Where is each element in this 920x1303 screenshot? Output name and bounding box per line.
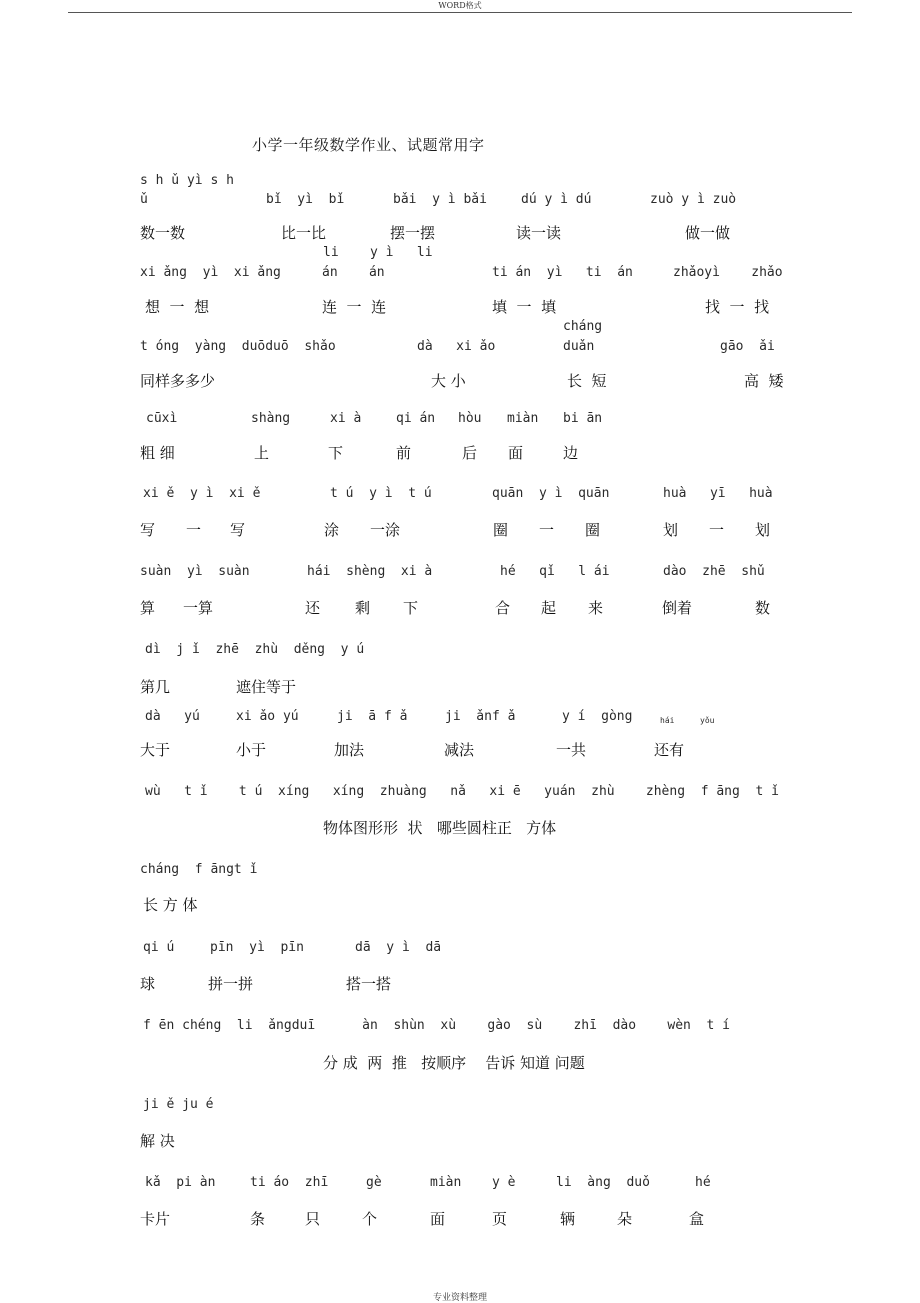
word-hua-1: 划: [663, 521, 679, 539]
word-quan-yi: 一: [539, 521, 555, 539]
pinyin-du-yi-du: dú y ì dú: [521, 192, 592, 207]
pinyin-ka-pian: kǎ pi àn: [145, 1175, 216, 1190]
word-du-yi-du: 读一读: [516, 224, 562, 242]
page-footer-label: 专业资料整理: [432, 1293, 487, 1303]
pinyin-di-ji-zhe-zhu-deng-yu: dì j ǐ zhē zhù děng y ú: [145, 642, 365, 657]
word-liang: 辆: [560, 1210, 576, 1228]
word-jie-jue: 解 决: [140, 1132, 175, 1150]
pinyin-da-yi-da: dā y ì dā: [355, 940, 442, 955]
pinyin-tu-yi-tu: t ú y ì t ú: [330, 486, 432, 501]
pinyin-bi-yi-bi: bǐ yì bǐ: [266, 192, 345, 207]
pinyin-tong-yang-duo-duo-shao: t óng yàng duōduō shǎo: [140, 339, 336, 354]
word-tiao: 条: [250, 1210, 266, 1228]
word-ge: 个: [362, 1210, 378, 1228]
pinyin-fen-cheng-line: f ēn chéng li ǎngduī àn shùn xù gào sù zhī dào wèn t í: [143, 1018, 730, 1033]
word-pin-yi-pin: 拼一拼: [208, 975, 254, 993]
word-hua-yi: 一: [709, 521, 725, 539]
pinyin-bai-yi-bai: bǎi y ì bǎi: [393, 192, 487, 207]
pinyin-pin-yi-pin: pīn yì pīn: [210, 940, 304, 955]
pinyin-shu-yi-shu-a: s h ǔ yì s h: [140, 173, 234, 188]
word-xie-yi: 一: [186, 521, 202, 539]
pinyin-hai-sheng-xia: hái shèng xi à: [307, 564, 433, 579]
word-sheng: 剩: [355, 599, 371, 617]
word-bai-yi-bai: 摆一摆: [390, 224, 436, 242]
word-ka-pian: 卡片: [140, 1210, 171, 1228]
pinyin-hai-small: hái: [660, 716, 675, 725]
pinyin-xie-yi-xie: xi ě y ì xi ě: [143, 486, 261, 501]
word-qi: 起: [541, 599, 557, 617]
pinyin-jie-jue: ji ě ju é: [143, 1097, 214, 1112]
word-bi-yi-bi: 比一比: [281, 224, 327, 242]
pinyin-quan-yi-quan: quān y ì quān: [492, 486, 610, 501]
pinyin-liang-duo: li àng duǒ: [556, 1175, 650, 1190]
word-quan-2: 圈: [585, 521, 601, 539]
word-shu-yi-shu: 数一数: [140, 224, 186, 242]
word-xia: 下: [328, 444, 344, 462]
pinyin-zuo-yi-zuo: zuò y ì zuò: [650, 192, 737, 207]
pinyin-gao-ai: gāo ǎi: [720, 339, 775, 354]
word-zhao-yi-zhao: 找 一 找: [705, 298, 770, 316]
pinyin-da-xiao: dà xi ǎo: [417, 339, 496, 354]
pinyin-qiu: qi ú: [143, 940, 175, 955]
word-shang: 上: [254, 444, 270, 462]
pinyin-suan-yi-suan: suàn yì suàn: [140, 564, 250, 579]
word-zhe-zhu-deng-yu: 遮住等于: [236, 678, 297, 696]
pinyin-bian: bi ān: [563, 411, 603, 426]
word-zuo-yi-zuo: 做一做: [685, 224, 731, 242]
word-jia-fa: 加法: [334, 741, 365, 759]
word-qian: 前: [396, 444, 412, 462]
word-zhi: 只: [305, 1210, 321, 1228]
pinyin-ge: gè: [366, 1175, 382, 1190]
pinyin-hua-yi-hua: huà yī huà: [663, 486, 773, 501]
word-da-yu: 大于: [140, 741, 171, 759]
word-fen-cheng-line: 分 成 两 推 按顺序 告诉 知道 问题: [323, 1054, 585, 1072]
word-hai-you: 还有: [654, 741, 685, 759]
pinyin-lian-top: li y ì li: [323, 245, 433, 260]
word-lai: 来: [588, 599, 604, 617]
pinyin-xia: xi à: [330, 411, 362, 426]
word-hou: 后: [462, 444, 478, 462]
word-da-xiao: 大 小: [431, 372, 466, 390]
pinyin-mian: miàn: [507, 411, 539, 426]
pinyin-jian-fa: ji ǎnf ǎ: [445, 709, 516, 724]
pinyin-jia-fa: ji ā f ǎ: [337, 709, 408, 724]
word-cu-xi: 粗 细: [140, 444, 175, 462]
pinyin-chang: cháng: [563, 319, 603, 334]
pinyin-tian-yi-tian: ti án yì ti án: [492, 265, 633, 280]
word-suan: 算: [140, 599, 156, 617]
pinyin-lian-bottom: án án: [322, 265, 385, 280]
word-jian-fa: 减法: [444, 741, 475, 759]
word-xiao-yu: 小于: [236, 741, 267, 759]
pinyin-chang-fang-ti: cháng f āngt ǐ: [140, 862, 258, 877]
pinyin-tiao-zhi: ti áo zhī: [250, 1175, 329, 1190]
pinyin-qian: qi án: [396, 411, 436, 426]
pinyin-xiang-yi-xiang: xi ǎng yì xi ǎng: [140, 265, 281, 280]
pinyin-shang: shàng: [251, 411, 291, 426]
word-xia-2: 下: [403, 599, 419, 617]
pinyin-you-small: yǒu: [700, 716, 715, 725]
word-chang-duan: 长 短: [567, 372, 607, 390]
word-tong-yang-duo-duo-shao: 同样多多少: [140, 372, 216, 390]
pinyin-he-2: hé: [695, 1175, 711, 1190]
word-ye: 页: [492, 1210, 508, 1228]
pinyin-da-yu: dà yú: [145, 709, 200, 724]
word-mian-2: 面: [430, 1210, 446, 1228]
pinyin-shu-yi-shu-b: ǔ: [140, 192, 148, 207]
pinyin-dao-zhe-shu: dào zhē shǔ: [663, 564, 765, 579]
pinyin-zhao-yi-zhao: zhǎoyì zhǎo: [673, 265, 783, 280]
pinyin-hou: hòu: [458, 411, 482, 426]
word-quan-1: 圈: [493, 521, 509, 539]
pinyin-mian-2: miàn: [430, 1175, 462, 1190]
word-hua-2: 划: [755, 521, 771, 539]
word-lian-yi-lian: 连 一 连: [322, 298, 387, 316]
word-yi-tu: 一涂: [370, 521, 401, 539]
word-chang-fang-ti: 长 方 体: [143, 896, 198, 914]
word-dao-zhe: 倒着: [662, 599, 693, 617]
pinyin-shapes-line: wù t ǐ t ú xíng xíng zhuàng nǎ xi ē yuán zhù zhèng f āng t ǐ: [145, 784, 779, 799]
word-shu: 数: [755, 599, 771, 617]
word-gao-ai: 高 矮: [744, 372, 784, 390]
page-header-label: WORD格式: [438, 1, 482, 10]
pinyin-yi-gong: y í gòng: [562, 709, 633, 724]
word-xiang-yi-xiang: 想 一 想: [145, 298, 210, 316]
word-xie-2: 写: [230, 521, 246, 539]
word-di-ji: 第几: [140, 678, 171, 696]
word-tian-yi-tian: 填 一 填: [492, 298, 557, 316]
header-divider: [68, 12, 852, 13]
word-he: 合: [495, 599, 511, 617]
word-shapes-line: 物体图形形 状 哪些圆柱正 方体: [323, 819, 557, 837]
pinyin-xiao-yu: xi ǎo yú: [236, 709, 299, 724]
word-xie-1: 写: [140, 521, 156, 539]
pinyin-ye: y è: [492, 1175, 516, 1190]
word-yi-gong: 一共: [556, 741, 587, 759]
pinyin-he-qi-lai: hé qǐ l ái: [500, 564, 610, 579]
pinyin-cu-xi: cūxì: [146, 411, 178, 426]
word-duo: 朵: [617, 1210, 633, 1228]
word-tu: 涂: [324, 521, 340, 539]
pinyin-duan: duǎn: [563, 339, 595, 354]
word-mian: 面: [508, 444, 524, 462]
word-qiu: 球: [140, 975, 156, 993]
word-da-yi-da: 搭一搭: [346, 975, 392, 993]
page-title: 小学一年级数学作业、试题常用字: [252, 136, 485, 154]
word-yi-suan: 一算: [183, 599, 214, 617]
word-he-2: 盒: [689, 1210, 705, 1228]
word-bian: 边: [563, 444, 579, 462]
word-hai: 还: [305, 599, 321, 617]
